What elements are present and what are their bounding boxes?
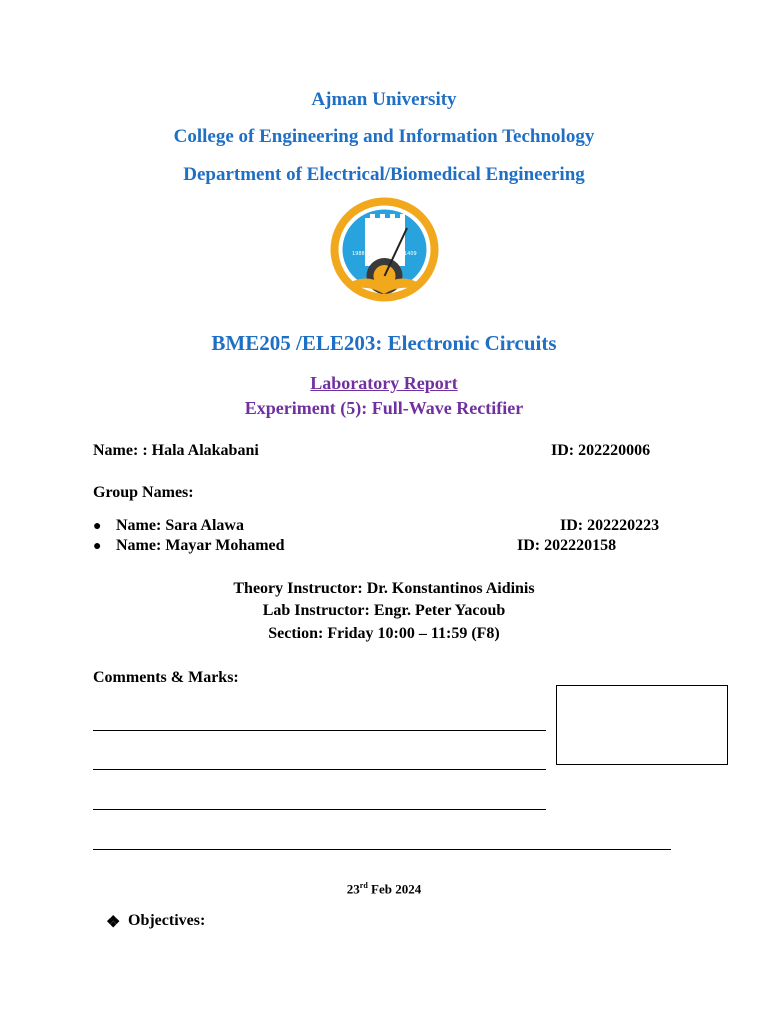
marks-box bbox=[556, 685, 728, 765]
report-title: Laboratory Report bbox=[310, 373, 458, 393]
department-name: Department of Electrical/Biomedical Engineering bbox=[183, 164, 585, 185]
group-names-heading: Group Names: bbox=[93, 484, 194, 501]
group-member-id: ID: 202220223 bbox=[560, 517, 660, 534]
group-member-id: ID: 202220158 bbox=[517, 537, 617, 554]
student-id: ID: 202220006 bbox=[551, 442, 651, 459]
lab-instructor: Lab Instructor: Engr. Peter Yacoub bbox=[262, 602, 506, 619]
bullet-icon: ● bbox=[93, 539, 102, 554]
university-name: Ajman University bbox=[311, 89, 457, 110]
comments-heading: Comments & Marks: bbox=[93, 669, 239, 686]
experiment-title: Experiment (5): Full-Wave Rectifier bbox=[244, 398, 524, 418]
college-name: College of Engineering and Information Technology bbox=[173, 126, 595, 147]
svg-text:1409: 1409 bbox=[404, 251, 417, 257]
comment-line bbox=[93, 809, 546, 810]
university-seal-logo bbox=[329, 196, 440, 303]
theory-instructor: Theory Instructor: Dr. Konstantinos Aidinis bbox=[233, 580, 535, 597]
course-title: BME205 /ELE203: Electronic Circuits bbox=[211, 331, 557, 355]
student-name: Name: : Hala Alakabani bbox=[93, 442, 259, 459]
bullet-icon: ● bbox=[93, 519, 102, 534]
diamond-bullet-icon: ❖ bbox=[106, 914, 121, 931]
objectives-heading: Objectives: bbox=[128, 912, 206, 929]
svg-text:1988: 1988 bbox=[352, 251, 365, 257]
group-member-name: Name: Sara Alawa bbox=[116, 517, 244, 534]
comment-line bbox=[93, 769, 546, 770]
comment-line bbox=[93, 849, 671, 850]
group-member-name: Name: Mayar Mohamed bbox=[116, 537, 285, 554]
section-info: Section: Friday 10:00 – 11:59 (F8) bbox=[268, 625, 500, 642]
report-date: 23rd Feb 2024 bbox=[346, 881, 422, 897]
comment-line bbox=[93, 730, 546, 731]
